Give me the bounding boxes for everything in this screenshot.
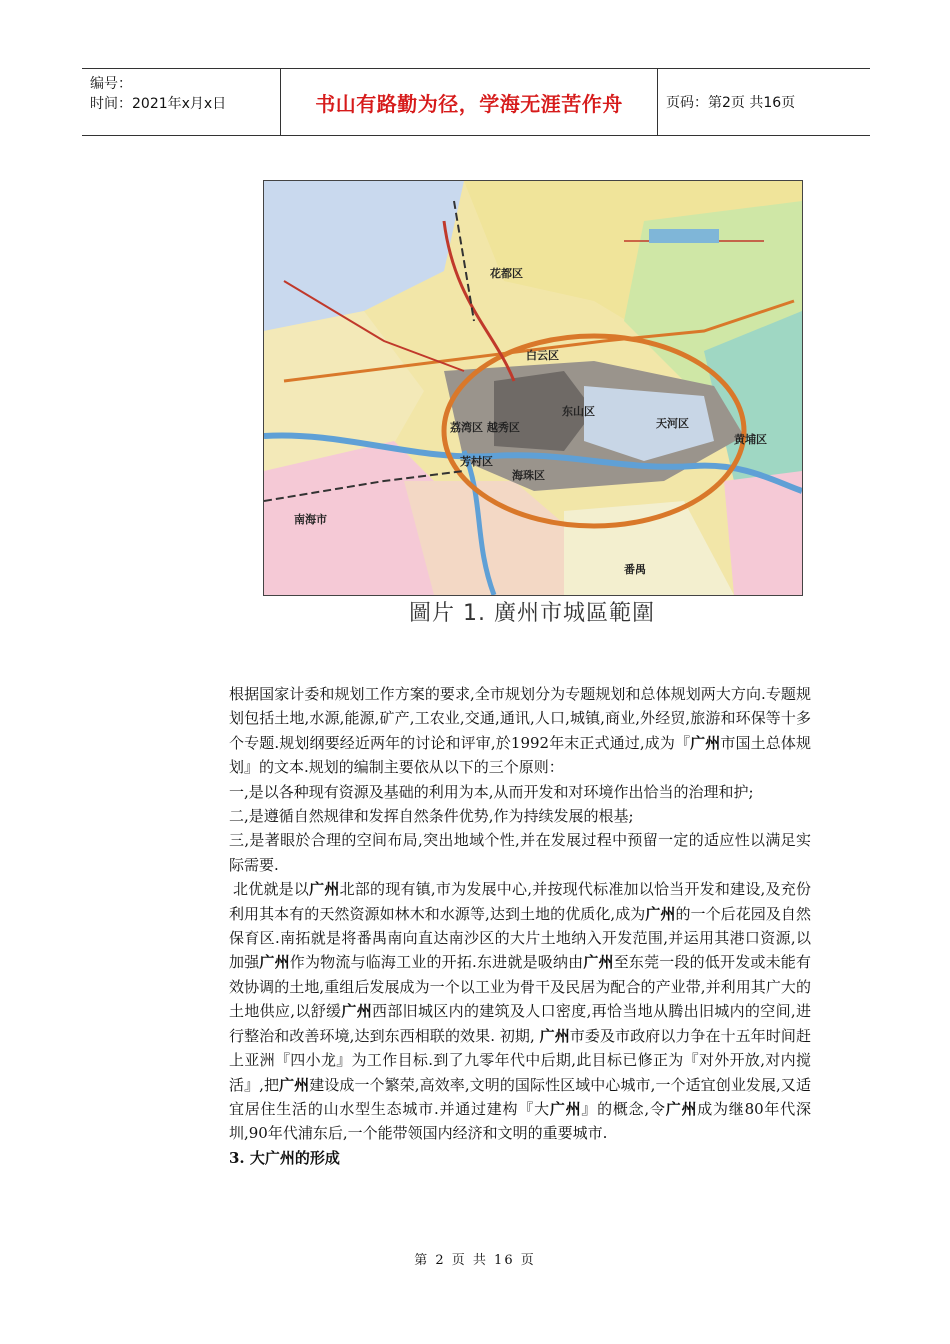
header-page-info: 页码：第2页 共16页 bbox=[666, 95, 796, 111]
page-footer: 第 2 页 共 16 页 bbox=[414, 1253, 536, 1268]
paragraph-strategy bbox=[229, 877, 811, 1145]
text-span: 建设成一个繁荣,高效率,文明的国际性区域中心城市,一个适宜创业发展,又适宜居住生活的山水型生态城市.并通过建构『大 bbox=[229, 1075, 811, 1118]
keyword-guangzhou: 广州 bbox=[645, 904, 676, 923]
header-motto bbox=[281, 69, 658, 135]
map-label-fangcun: 芳村区 bbox=[460, 455, 493, 468]
paragraph-principle-2: 二,是遵循自然规律和发挥自然条件优势,作为持续发展的根基; bbox=[229, 807, 634, 826]
keyword-guangzhou: 广州 bbox=[583, 953, 614, 972]
time-label: 时间：2021年x月x日 bbox=[90, 96, 227, 112]
section-heading: 3. 大广州的形成 bbox=[229, 1148, 340, 1167]
text-span: 至东莞一段的低开发或未能有效协调的土地,重组后发展成为一个以工业为骨干及民居为配合的产业带,并利用其广大的土地供应,以舒缓 bbox=[229, 953, 811, 1021]
map-label-huadu: 花都区 bbox=[490, 267, 523, 280]
map-figure bbox=[263, 180, 803, 596]
text-span: 市国土总体规划』的文本.规划的编制主要依从以下的三个原则： bbox=[229, 733, 811, 777]
page-header bbox=[82, 68, 870, 136]
text-span: 根据国家计委和规划工作方案的要求,全市规划分为专题规划和总体规划两大方向.专题规划包括土地,水源,能源,矿产,工农业,交通,通讯,人口,城镇,商业,外经贸,旅游和环保等十多个专题.规划纲要经近两年的讨论和评审,於1992年末正式通过,成为『 bbox=[229, 685, 811, 752]
keyword-guangzhou: 广州 bbox=[279, 1075, 310, 1094]
map-label-baiyun: 白云区 bbox=[526, 349, 559, 362]
text-span: 作为物流与临海工业的开拓.东进就是吸纳由 bbox=[289, 953, 584, 972]
keyword-guangzhou: 广州 bbox=[539, 1026, 570, 1045]
keyword-guangzhou: 广州 bbox=[309, 880, 340, 899]
number-label: 编号： bbox=[90, 76, 132, 92]
article-body bbox=[229, 682, 811, 1170]
map-label-nanhai: 南海市 bbox=[294, 513, 327, 526]
map-label-panyu: 番禺 bbox=[624, 563, 646, 576]
text-span: 成为继80年代深圳,90年代浦东后,一个能带领国内经济和文明的重要城市. bbox=[229, 1099, 811, 1143]
map-label-haizhu: 海珠区 bbox=[512, 469, 545, 482]
header-meta bbox=[82, 69, 281, 135]
map-label-tianhe: 天河区 bbox=[656, 417, 689, 430]
map-label-dongshan: 东山区 bbox=[562, 405, 595, 418]
figure-caption: 圖片 1. 廣州市城區範圍 bbox=[409, 601, 655, 626]
map-label-liwan-yuexiu: 荔湾区 越秀区 bbox=[450, 421, 520, 434]
text-span: 的一个后花园及自然保育区.南拓就是将番禺南向直达南沙区的大片土地纳入开发范围,并运用其港口资源,以加强 bbox=[229, 904, 811, 972]
paragraph-intro bbox=[229, 682, 811, 780]
city-map-image bbox=[264, 181, 802, 595]
text-span: 西部旧城区内的建筑及人口密度,再恰当地从腾出旧城内的空间,进行整治和改善环境,达到东西相联的效果. 初期, bbox=[229, 1002, 811, 1045]
keyword-guangzhou: 广州 bbox=[690, 733, 721, 752]
map-label-huangpu: 黄埔区 bbox=[734, 433, 767, 446]
paragraph-principle-3: 三,是著眼於合理的空间布局,突出地域个性,并在发展过程中预留一定的适应性以满足实际需要. bbox=[229, 831, 811, 874]
motto-text: 书山有路勤为径，学海无涯苦作舟 bbox=[315, 91, 623, 116]
text-span: 』的概念,令 bbox=[581, 1099, 666, 1118]
text-span: 北优就是以 bbox=[233, 880, 310, 899]
keyword-guangzhou: 广州 bbox=[549, 1099, 582, 1118]
keyword-guangzhou: 广州 bbox=[341, 1002, 373, 1021]
paragraph-principle-1: 一,是以各种现有资源及基础的利用为本,从而开发和对环境作出恰当的治理和护; bbox=[229, 782, 754, 801]
text-span: 市委及市政府以力争在十五年时间赶上亚洲『四小龙』为工作目标.到了九零年代中后期,此目标已修正为『对外开放,对内搅活』,把 bbox=[229, 1026, 811, 1094]
keyword-guangzhou: 广州 bbox=[259, 953, 290, 972]
keyword-guangzhou: 广州 bbox=[665, 1099, 698, 1118]
text-span: 北部的现有镇,市为发展中心,并按现代标准加以恰当开发和建设,及充份利用其本有的天然资源如林木和水源等,达到土地的优质化,成为 bbox=[229, 880, 811, 923]
